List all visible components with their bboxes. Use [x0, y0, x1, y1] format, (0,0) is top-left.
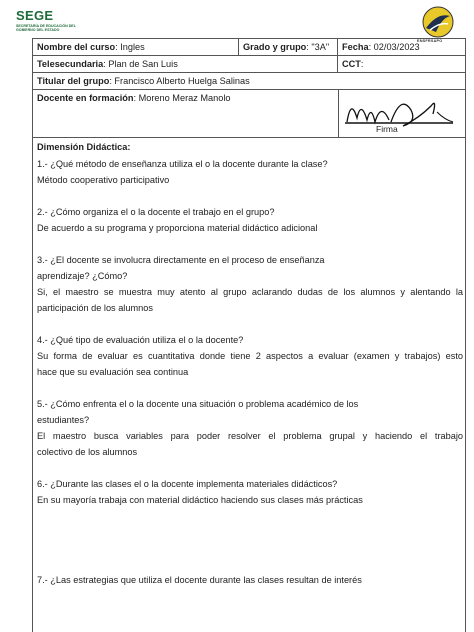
titular-cell	[33, 73, 465, 89]
page-header	[0, 0, 474, 43]
answer-3-line-2: participación de los alumnos	[37, 303, 153, 313]
date-cell	[338, 39, 465, 55]
course-label: Nombre del curso	[37, 42, 116, 52]
answer-1: Método cooperativo participativo	[37, 175, 170, 185]
cct-cell	[338, 56, 465, 72]
question-6: 6.- ¿Durante las clases el o la docente implementa materiales didácticos?	[37, 479, 338, 489]
date-value: : 02/03/2023	[368, 42, 420, 52]
grade-cell	[239, 39, 338, 55]
school-label: Telesecundaria	[37, 59, 104, 69]
school-cell	[33, 56, 338, 72]
row-school	[33, 56, 465, 73]
section-title: Dimensión Didáctica:	[37, 142, 131, 152]
grade-value: : "3A"	[306, 42, 330, 52]
date-label: Fecha	[342, 42, 369, 52]
school-value: : Plan de San Luis	[103, 59, 178, 69]
grade-label: Grado y grupo	[243, 42, 307, 52]
observation-form	[32, 38, 466, 632]
question-7: 7.- ¿Las estrategias que utiliza el docente durante las clases resultan de interés	[37, 575, 362, 585]
answer-5-line-2: colectivo de los alumnos	[37, 447, 138, 457]
titular-value: : Francisco Alberto Huelga Salinas	[109, 76, 250, 86]
row-titular	[33, 73, 465, 90]
question-3-line-1: 3.- ¿El docente se involucra directamente en el proceso de enseñanza	[37, 255, 325, 265]
question-5-line-2: estudiantes?	[37, 415, 90, 425]
question-3-line-2: aprendizaje? ¿Cómo?	[37, 271, 128, 281]
course-cell	[33, 39, 239, 55]
row-docente	[33, 90, 465, 138]
signature-cell	[339, 90, 465, 137]
docente-value: : Moreno Meraz Manolo	[133, 93, 231, 103]
school-emblem-label: ENSFRSAPO	[417, 39, 443, 43]
signature-label: Firma	[376, 124, 398, 134]
row-course	[33, 39, 465, 56]
answer-4-line-1: Su forma de evaluar es cuantitativa donde tiene 2 aspectos a evaluar (examen y trabajos) esto	[37, 351, 463, 361]
course-value: : Ingles	[115, 42, 145, 52]
answer-3-line-1: Si, el maestro se muestra muy atento al grupo aclarando dudas de los alumnos y alentando la	[37, 287, 463, 297]
question-4: 4.- ¿Qué tipo de evaluación utiliza el o la docente?	[37, 335, 244, 345]
answer-4-line-2: hace que su evaluación sea continua	[37, 367, 189, 377]
question-5-line-1: 5.- ¿Cómo enfrenta el o la docente una situación o problema académico de los	[37, 399, 359, 409]
question-2: 2.- ¿Cómo organiza el o la docente el trabajo en el grupo?	[37, 207, 275, 217]
handwritten-signature	[341, 92, 461, 136]
cct-label: CCT	[342, 59, 361, 69]
sege-logo-wordmark: SEGE	[16, 8, 54, 23]
didactic-dimension-section	[33, 138, 465, 632]
docente-cell	[33, 90, 339, 137]
answer-5-line-1: El maestro busca variables para poder resolver el problema grupal y haciendo el trabajo	[37, 431, 463, 441]
docente-label: Docente en formación	[37, 93, 134, 103]
sege-logo-subtitle: SECRETARÍA DE EDUCACIÓN DEL GOBIERNO DEL ESTADO	[16, 24, 76, 33]
sege-logo	[16, 8, 76, 32]
answer-2: De acuerdo a su programa y proporciona material didáctico adicional	[37, 223, 318, 233]
question-1: 1.- ¿Qué método de enseñanza utiliza el o la docente durante la clase?	[37, 159, 328, 169]
titular-label: Titular del grupo	[37, 76, 110, 86]
cct-value: :	[360, 59, 364, 69]
answer-6: En su mayoría trabaja con material didáctico haciendo sus clases más prácticas	[37, 495, 363, 505]
